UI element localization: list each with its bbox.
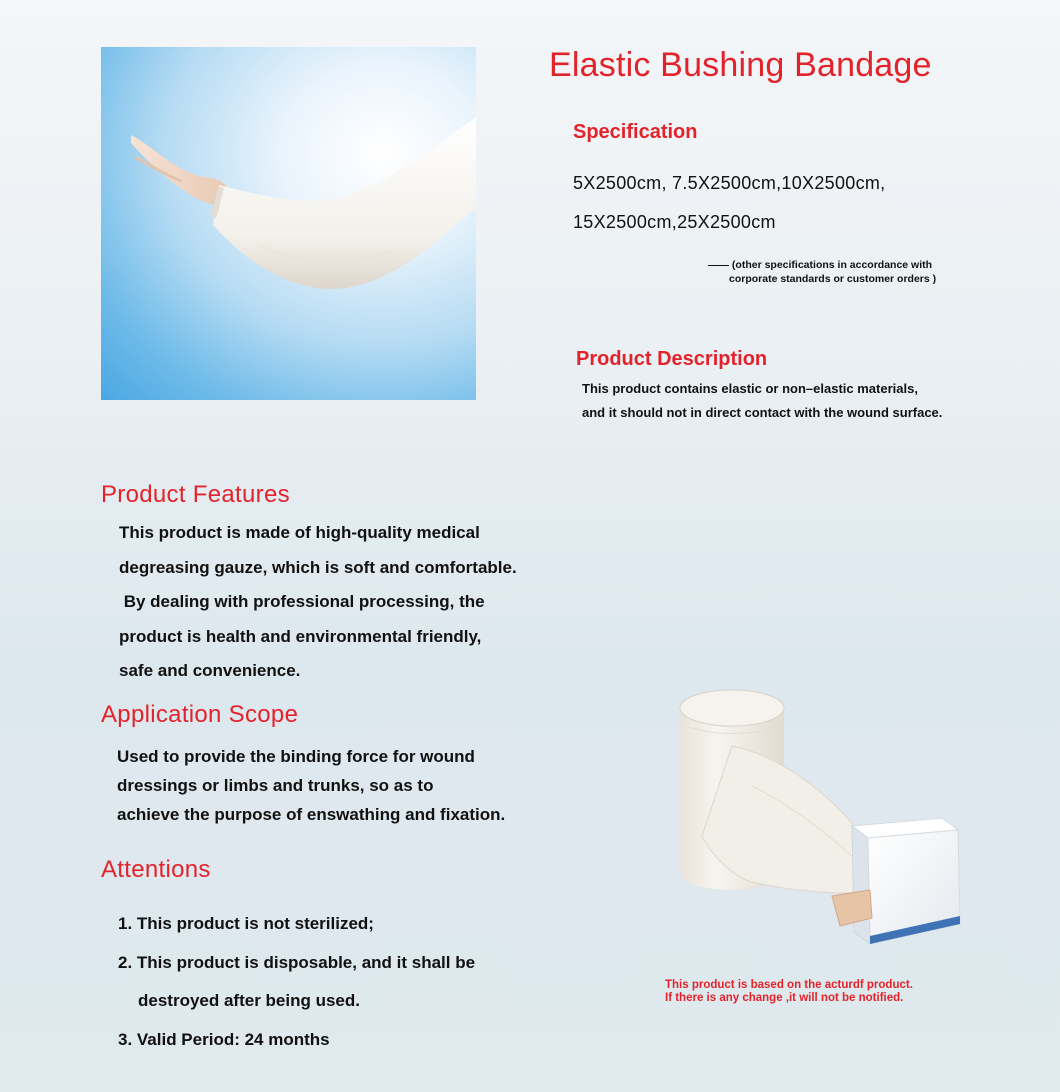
- description-heading: Product Description: [576, 348, 768, 370]
- description-line: and it should not in direct contact with the wound surface.: [582, 405, 943, 420]
- notice-line-2: If there is any change ,it will not be notified.: [665, 992, 904, 1004]
- notice-line-1: This product is based on the acturdf product.: [665, 979, 913, 991]
- features-line: product is health and environmental friendly,: [119, 626, 482, 646]
- product-notice: [665, 979, 913, 1005]
- specification-note-line-1: —— (other specifications in accordance with: [708, 259, 933, 271]
- arm-bandage-photo: [101, 47, 476, 400]
- page-title: Elastic Bushing Bandage: [549, 46, 932, 84]
- specification-line-2: 15X2500cm,25X2500cm: [573, 212, 776, 232]
- attention-item-2-continued: destroyed after being used.: [138, 991, 360, 1010]
- features-line: degreasing gauze, which is soft and comfortable.: [119, 557, 517, 577]
- features-line: safe and convenience.: [119, 661, 301, 680]
- features-line: This product is made of high-quality medical: [119, 523, 480, 542]
- description-text: [582, 377, 942, 425]
- attention-item-1: 1. This product is not sterilized;: [118, 914, 374, 933]
- bandage-roll-photo: [672, 686, 962, 948]
- features-line: By dealing with professional processing, the: [119, 592, 485, 611]
- features-heading: Product Features: [101, 481, 290, 508]
- features-text: [119, 516, 517, 689]
- attentions-heading: Attentions: [101, 856, 211, 883]
- specification-note-line-2: corporate standards or customer orders ): [729, 273, 937, 285]
- scope-line: achieve the purpose of enswathing and fixation.: [117, 805, 506, 824]
- attention-item-2: 2. This product is disposable, and it shall be: [118, 953, 476, 972]
- description-line: This product contains elastic or non–elastic materials,: [582, 381, 918, 396]
- attention-item-3: 3. Valid Period: 24 months: [118, 1030, 330, 1049]
- scope-line: Used to provide the binding force for wound: [117, 747, 475, 766]
- scope-line: dressings or limbs and trunks, so as to: [117, 776, 434, 795]
- arm-illustration: [101, 47, 476, 400]
- specification-line-1: 5X2500cm, 7.5X2500cm,10X2500cm,: [573, 173, 886, 193]
- scope-text: [117, 742, 505, 829]
- specification-heading: Specification: [573, 121, 698, 143]
- bandage-roll-illustration: [672, 686, 962, 948]
- scope-heading: Application Scope: [101, 701, 299, 728]
